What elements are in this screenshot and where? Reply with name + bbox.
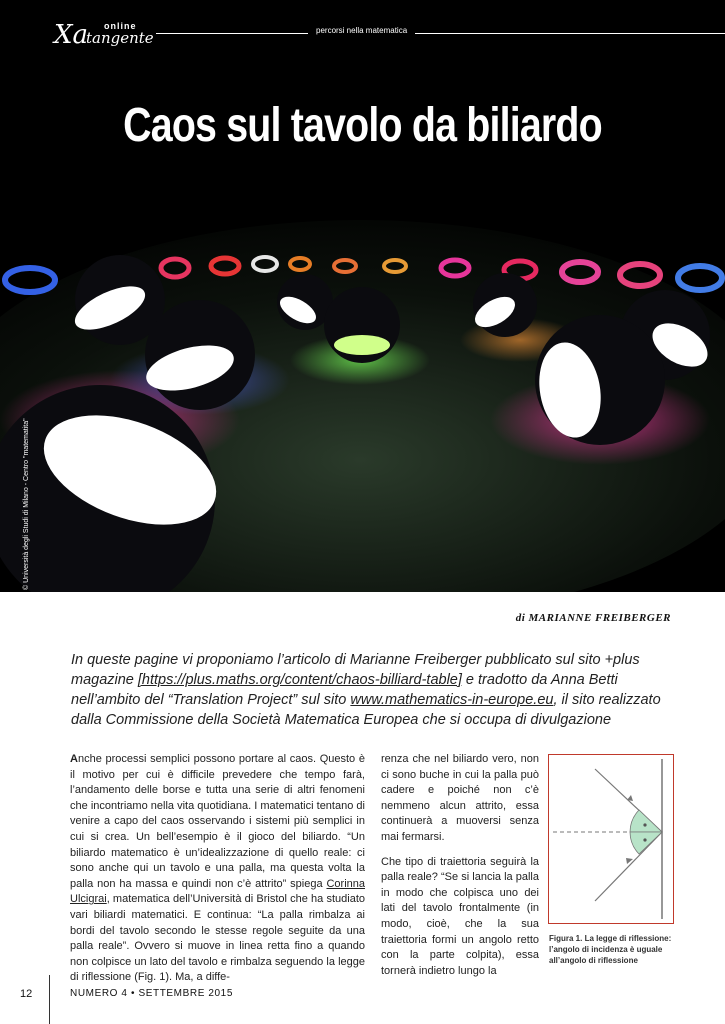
page-title: Caos sul tavolo da biliardo — [123, 99, 602, 152]
body-text: nche processi semplici possono portare al caos. Questo è il motivo per cui è difficile prevedere che tempo farà, l’andamento delle borse e tutta una serie di altri fenomeni che incontriamo nella vita quotidiana. I matematici tentano di venire a capo del caos osservando i sistemi più semplici in cui si crea. Un bell’esempio è il gioco del biliardo. “Un biliardo matematico è un’idealizzazione di quello reale: ci sono anche qui un tavolo e una palla, ma questa volta la palla non ha massa e quindi non c’è attrito” spiega — [70, 753, 365, 890]
body-paragraph: renza che nel biliardo vero, non ci sono buche in cui la palla può cadere e poiché non c’è nemmeno alcun attrito, essa continuerà a muoversi senza mai fermarsi. — [381, 753, 539, 843]
body-text: , matematica dell’Università di Bristol che ha studiato vari biliardi matematici. E continua: “La palla rimbalza ai bordi del tavolo secondo le stesse regole seguite da una palla reale”. Ovvero si muove in linea retta fino a quando non colpisce un lato del tavolo e rimbalza seguendo la legge di riflessione (Fig. 1). Ma, a diffe- — [70, 893, 365, 984]
intro-text-1: In queste pagine vi proponiamo l’articolo di Marianne Freiberger pubblicato sul sito +plus magazine — [71, 652, 640, 688]
logo-online: online — [104, 21, 137, 31]
figure-caption: Figura 1. La legge di riflessione: l’angolo di incidenza è uguale all’angolo di riflessione — [549, 934, 672, 965]
body-paragraph — [70, 752, 365, 986]
figure-1-reflection-diagram — [548, 754, 674, 924]
intro-text-3: , il sito realizzato dalla Commissione della Società Matematica Europea che si occupa di divulgazione — [71, 692, 661, 728]
mathematics-in-europe-link[interactable]: www.mathematics-in-europe.eu — [350, 692, 554, 708]
header-rule-left — [156, 33, 308, 34]
issue-footer: NUMERO 4 • SETTEMBRE 2015 — [70, 988, 233, 999]
magazine-logo — [52, 18, 152, 58]
intro-paragraph — [71, 650, 671, 730]
body-column-1 — [70, 752, 365, 995]
logo-xa: Xa — [54, 20, 89, 50]
reflection-diagram — [549, 755, 673, 923]
name-link-corinna-ulcigrai[interactable]: Corinna Ulcigrai — [70, 877, 365, 906]
intro-text-2: e tradotto da Anna Betti nell’ambito del “Translation Project” sul sito — [71, 672, 618, 708]
photo-credit: © Università degli Studi di Milano - Centro "matematita" — [23, 418, 30, 590]
logo-tangente: tangente — [86, 29, 154, 47]
plus-magazine-link[interactable]: [https://plus.maths.org/content/chaos-billiard-table] — [137, 672, 462, 688]
footer-divider — [49, 975, 50, 1024]
body-column-2 — [381, 752, 539, 988]
page-number: 12 — [20, 988, 33, 1000]
byline: di MARIANNE FREIBERGER — [515, 612, 671, 624]
header-rule-right — [415, 33, 725, 34]
dropcap: A — [70, 753, 78, 765]
section-label: percorsi nella matematica — [316, 26, 408, 35]
body-paragraph: Che tipo di traiettoria seguirà la palla reale? “Se si lancia la palla in modo che colpisca uno dei lati del tavolo frontalmente (in modo, cioè, che la sua traiettoria formi un angolo retto con la parte colpita), essa tornerà indietro lungo la — [381, 855, 539, 977]
